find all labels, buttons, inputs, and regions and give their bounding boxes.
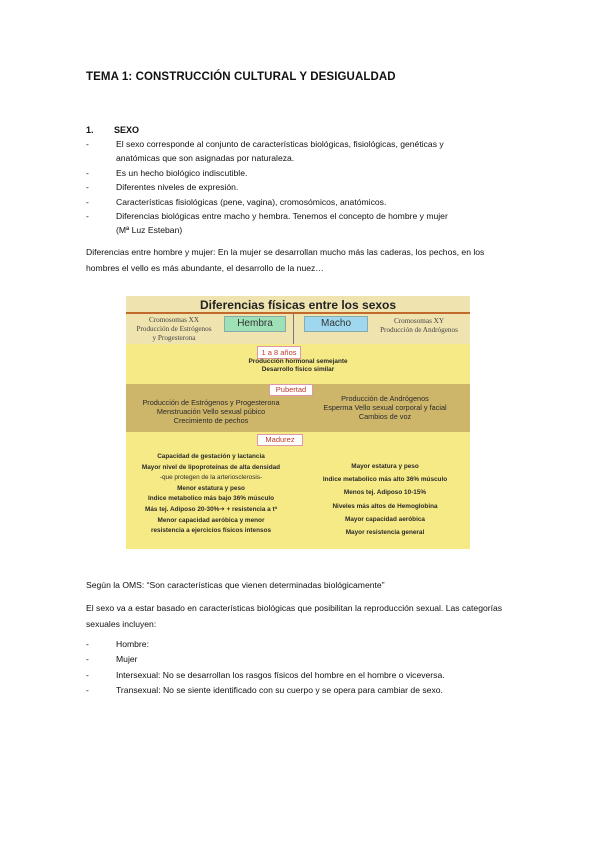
chromosomes-xy-label: Cromosomas XY Producción de Andrógenos (380, 317, 458, 334)
list-item: - Diferencias biológicas entre macho y hembra. Tenemos el concepto de hombre y mujer (86, 211, 448, 222)
hembra-label: Hembra (224, 316, 286, 332)
macho-label: Macho (304, 316, 368, 332)
list-item: - Características fisiológicas (pene, vagina), cromosómicos, anatómicos. (86, 196, 387, 207)
list-item: - Es un hecho biológico indiscutible. (86, 167, 248, 178)
section-label: SEXO (114, 125, 140, 135)
paragraph-categories: El sexo va a estar basado en características biológicas que posibilitan la reproducción sexual. Las categorías sexuales incluyen: (86, 603, 503, 629)
list-item-continuation: (Mª Luz Esteban) (116, 225, 183, 236)
list-item-continuation: anatómicas que son asignadas por naturaleza. (116, 153, 295, 164)
list-item: - Diferentes niveles de expresión. (86, 182, 239, 193)
stage-childhood-text: Producción hormonal semejante Desarrollo físico similar (248, 358, 348, 374)
list-item: - Hombre: (86, 639, 149, 649)
paragraph-differences: Diferencias entre hombre y mujer: En la mujer se desarrollan mucho más las caderas, los pechos, en los hombres el vello es más abundante, el desarrollo de la nuez… (86, 247, 485, 273)
chromosomes-xx-label: Cromosomas XX Producción de Estrógenos y Progesterona (136, 316, 212, 342)
stage-puberty-female: Producción de Estrógenos y Progesterona Menstruación Vello sexual púbico Crecimiento de pechos (142, 398, 280, 426)
stage-childhood-tag: 1 a 8 años (257, 346, 301, 359)
oms-quote: Según la OMS: “Son características que vienen determinadas biológicamente” (86, 580, 385, 590)
figure-title-underline (126, 312, 470, 314)
list-item: - Mujer (86, 654, 138, 665)
list-item: - Intersexual: No se desarrollan los rasgos físicos del hombre en el hombre o viceversa. (86, 669, 445, 680)
stage-maturity-male: Mayor estatura y peso Indice metabolico más alto 36% músculo Menos tej. Adiposo 10-15% Niveles más altos de Hemoglobina Mayor capacidad aeróbica Mayor resistencia general (322, 463, 448, 537)
document-title: TEMA 1: CONSTRUCCIÓN CULTURAL Y DESIGUALDAD (86, 71, 396, 83)
differences-figure (126, 296, 470, 549)
stage-puberty-tag: Pubertad (269, 384, 313, 396)
stage-puberty-male: Producción de Andrógenos Esperma Vello sexual corporal y facial Cambios de voz (323, 394, 447, 422)
section-number: 1. (86, 125, 94, 135)
list-item: - Transexual: No se siente identificado con su cuerpo y se opera para cambiar de sexo. (86, 685, 443, 696)
stage-maturity-female: Capacidad de gestación y lactancia Mayor nivel de lipoproteínas de alta densidad -que protegen de la arteriosclerosis- Menor estatura y peso Indice metabolico más bajo 36% músculo Más tej. Adiposo 20-30%➔ + resistencia a tª Menor capacidad aeróbica y menor resistencia a ejercicios físicos intensos (141, 453, 281, 535)
characteristics-list (86, 137, 516, 238)
list-item: - El sexo corresponde al conjunto de características biológicas, fisiológicas, genéticas y (86, 139, 444, 149)
categories-list (86, 637, 516, 699)
section-heading (86, 125, 139, 135)
figure-title: Diferencias físicas entre los sexos (199, 298, 397, 312)
stage-maturity-tag: Madurez (257, 434, 303, 446)
